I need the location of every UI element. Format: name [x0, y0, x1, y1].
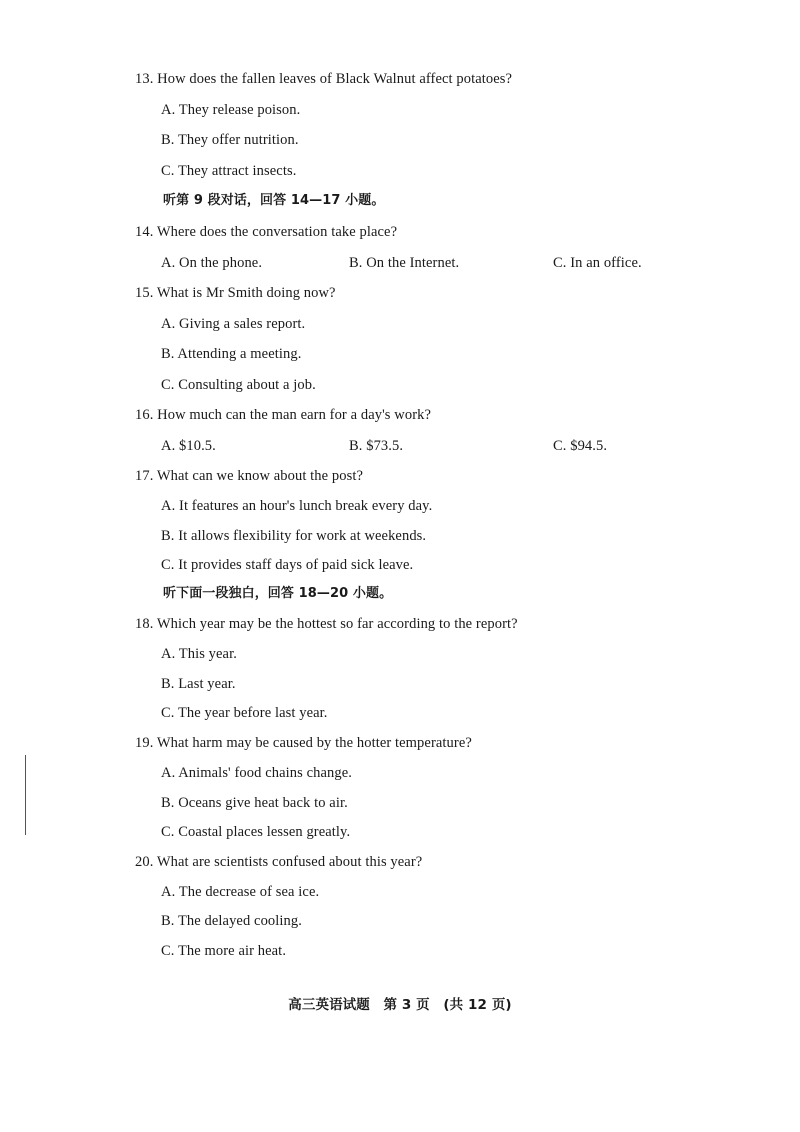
- q18-option-a: A. This year.: [161, 646, 237, 662]
- q17-option-c: C. It provides staff days of paid sick leave.: [161, 557, 414, 573]
- q17-option-b: B. It allows flexibility for work at weekends.: [161, 528, 427, 544]
- q13-option-c: C. They attract insects.: [161, 163, 297, 179]
- q16-option-b: B. $73.5.: [349, 438, 404, 454]
- question-19: 19. What harm may be caused by the hotter temperature?: [135, 735, 472, 751]
- q16-option-a: A. $10.5.: [161, 438, 216, 454]
- question-16: 16. How much can the man earn for a day's work?: [135, 407, 432, 423]
- q14-option-c: C. In an office.: [553, 255, 642, 271]
- q14-option-a: A. On the phone.: [161, 255, 263, 271]
- q13-option-b: B. They offer nutrition.: [161, 132, 299, 148]
- q19-option-c: C. Coastal places lessen greatly.: [161, 824, 351, 840]
- q20-option-b: B. The delayed cooling.: [161, 913, 302, 929]
- question-14: 14. Where does the conversation take place?: [135, 224, 398, 240]
- q18-option-c: C. The year before last year.: [161, 705, 328, 721]
- section-instruction-9: 听第 9 段对话，回答 14—17 小题。: [163, 193, 385, 208]
- q18-option-b: B. Last year.: [161, 676, 236, 692]
- scan-margin-line: [25, 755, 26, 835]
- section-instruction-monologue: 听下面一段独白，回答 18—20 小题。: [163, 586, 393, 601]
- q19-option-a: A. Animals' food chains change.: [161, 765, 352, 781]
- q15-option-c: C. Consulting about a job.: [161, 377, 316, 393]
- q16-option-c: C. $94.5.: [553, 438, 608, 454]
- q20-option-a: A. The decrease of sea ice.: [161, 884, 320, 900]
- question-15: 15. What is Mr Smith doing now?: [135, 285, 336, 301]
- q14-option-b: B. On the Internet.: [349, 255, 460, 271]
- question-20: 20. What are scientists confused about this year?: [135, 854, 423, 870]
- question-17: 17. What can we know about the post?: [135, 468, 364, 484]
- q17-option-a: A. It features an hour's lunch break every day.: [161, 498, 433, 514]
- q15-option-b: B. Attending a meeting.: [161, 346, 302, 362]
- q15-option-a: A. Giving a sales report.: [161, 316, 306, 332]
- q13-option-a: A. They release poison.: [161, 102, 301, 118]
- question-18: 18. Which year may be the hottest so far according to the report?: [135, 616, 518, 632]
- question-13: 13. How does the fallen leaves of Black Walnut affect potatoes?: [135, 71, 513, 87]
- page-footer: 高三英语试题 第 3 页 (共 12 页): [288, 997, 512, 1013]
- q19-option-b: B. Oceans give heat back to air.: [161, 795, 348, 811]
- q20-option-c: C. The more air heat.: [161, 943, 287, 959]
